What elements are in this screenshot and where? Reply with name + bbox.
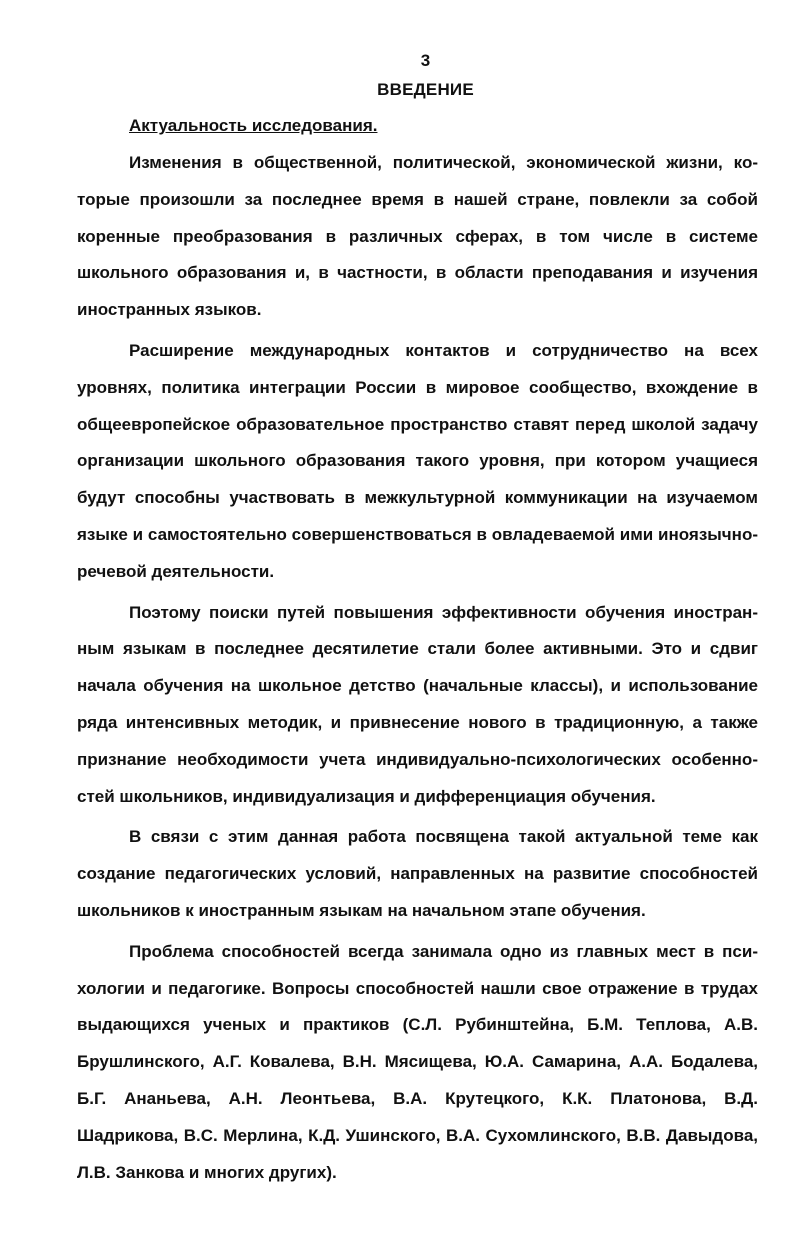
paragraph-4: В связи с этим данная работа посвящена такой актуальной теме как создание педагогических условий, направленных на развитие способностей школьников к иностранным языкам на начальном этапе обучения. bbox=[77, 827, 758, 920]
section-title: Актуальность исследования. bbox=[129, 116, 378, 135]
page-number: 3 bbox=[420, 51, 431, 70]
paragraph-2: Расширение международных контактов и сотрудничество на всех уровнях, политика интеграции России в мировое сообщество, вхождение в общеевропейское образовательное пространство ставят перед школой задачу организации школьного образования такого уровня, при котором учащиеся будут способны участвовать в межкультурной коммуникации на изучаемом языке и самостоятельно совершенствоваться в овладеваемой ими иноязычно-речевой деятельности. bbox=[77, 340, 758, 581]
document-page bbox=[77, 50, 758, 1191]
paragraph-3: Поэтому поиски путей повышения эффективности обучения иностранным языкам в последнее десятилетие стали более активными. Это и сдвиг начала обучения на школьное детство (начальные классы), и использование ряда интенсивных методик, и привнесение нового в традиционную, а также признание необходимости учета индивидуально-психологических особенностей школьников, индивидуализация и дифференциация обучения. bbox=[77, 602, 758, 806]
paragraph-5: Проблема способностей всегда занимала одно из главных мест в психологии и педагогике. Вопросы способностей нашли свое отражение в трудах выдающихся ученых и практиков (С.Л. Рубинштейна, Б.М. Теплова, А.В. Брушлинского, А.Г. Ковалева, В.Н. Мясищева, Ю.А. Самарина, А.А. Бодалева, Б.Г. Ананьева, А.Н. Леонтьева, В.А. Крутецкого, К.К. Платонова, В.Д. Шадрикова, В.С. Мерлина, К.Д. Ушинского, В.А. Сухомлинского, В.В. Давыдова, Л.В. Занкова и многих других). bbox=[77, 941, 758, 1182]
chapter-title: ВВЕДЕНИЕ bbox=[377, 80, 474, 99]
paragraph-1: Изменения в общественной, политической, экономической жизни, которые произошли за последнее время в нашей стране, повлекли за собой коренные преобразования в различных сферах, в том числе в системе школьного образования и, в частности, в области преподавания и изучения иностранных языков. bbox=[77, 153, 758, 320]
